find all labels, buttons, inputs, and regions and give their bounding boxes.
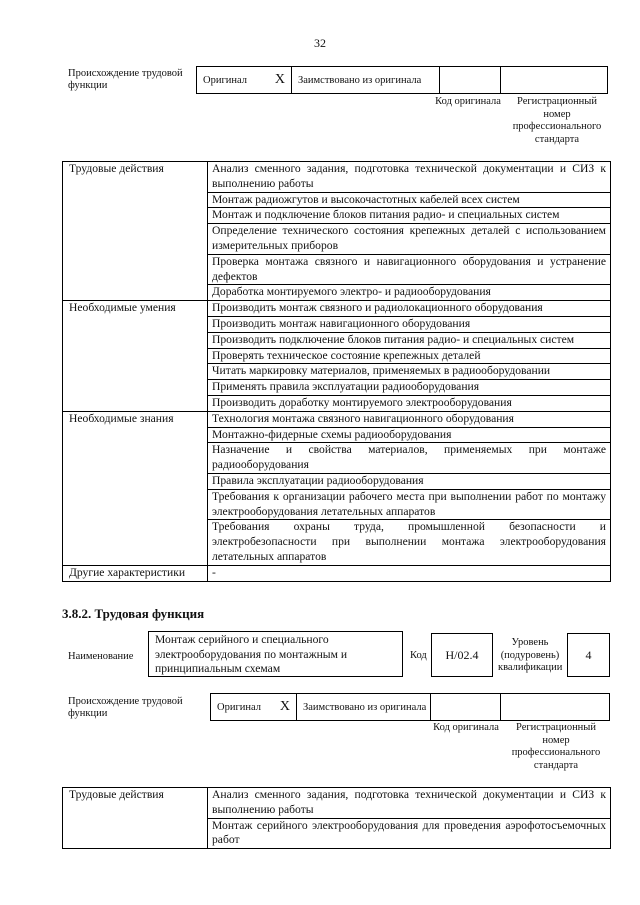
table-cell: Монтажно-фидерные схемы радиооборудования: [208, 427, 611, 443]
table-row: [63, 162, 611, 193]
table-cell: Монтаж серийного электрооборудования для проведения аэрофотосъемочных работ: [208, 818, 611, 849]
code-label: Код: [410, 650, 427, 661]
table-cell: Применять правила эксплуатации радиооборудования: [208, 380, 611, 396]
table-cell: Производить монтаж навигационного оборудования: [208, 316, 611, 332]
group-label: Необходимые умения: [63, 301, 208, 412]
table-cell: Требования к организации рабочего места при выполнении работ по монтажу электрооборудования летательных аппаратов: [208, 489, 611, 520]
original-code-cell: [440, 67, 501, 93]
reg-number-cell: [501, 67, 607, 93]
origin-label-2: Происхождение трудовой функции: [68, 696, 183, 719]
table-cell: Монтаж радиожгутов и высокочастотных кабелей всех систем: [208, 192, 611, 208]
group-label: Другие характеристики: [63, 565, 208, 581]
original-cell: [197, 67, 292, 93]
table-cell: Производить подключение блоков питания радио- и специальных систем: [208, 332, 611, 348]
level-label: Уровень (подуровень) квалификации: [498, 637, 563, 673]
table-cell: Доработка монтируемого электро- и радиооборудования: [208, 285, 611, 301]
table-cell: Требования охраны труда, промышленной безопасности и электробезопасности при выполнении монтажа электрооборудования летательных аппаратов: [208, 520, 611, 565]
origin-row: [196, 66, 608, 94]
name-label: Наименование: [68, 651, 134, 662]
table-cell: Назначение и свойства материалов, применяемых при монтаже радиооборудования: [208, 443, 611, 474]
table-row: [63, 565, 611, 581]
borrowed-cell: [292, 67, 440, 93]
code-caption-2: Код оригинала: [433, 722, 499, 733]
labor-function-table: [62, 161, 611, 582]
section-heading: 3.8.2. Трудовая функция: [62, 606, 205, 621]
reg-number-cell-2: [501, 694, 609, 720]
table-row: [63, 301, 611, 317]
group-label: Необходимые знания: [63, 411, 208, 565]
borrowed-cell-2: [297, 694, 431, 720]
table-cell: Читать маркировку материалов, применяемых в радиооборудовании: [208, 364, 611, 380]
original-label: Оригинал: [203, 74, 247, 86]
table-cell: -: [208, 565, 611, 581]
original-label-2: Оригинал: [217, 701, 261, 713]
labor-function-table-2: [62, 787, 611, 849]
original-code-cell-2: [431, 694, 501, 720]
original-cell-2: [211, 694, 297, 720]
function-code: Н/02.4: [431, 633, 493, 677]
table-cell: Определение технического состояния крепежных деталей с использованием измерительных приборов: [208, 224, 611, 255]
table-cell: Анализ сменного задания, подготовка технической документации и СИЗ к выполнению работы: [208, 788, 611, 819]
reg-caption: Регистрационный номер профессионального стандарта: [512, 96, 602, 145]
table-row: [63, 411, 611, 427]
level-value: 4: [567, 633, 610, 677]
table-cell: Проверка монтажа связного и навигационного оборудования и устранение дефектов: [208, 254, 611, 285]
origin-label: Происхождение трудовой функции: [68, 68, 183, 91]
table-cell: Проверять техническое состояние крепежных деталей: [208, 348, 611, 364]
table-cell: Анализ сменного задания, подготовка технической документации и СИЗ к выполнению работы: [208, 162, 611, 193]
origin-row-2: [210, 693, 610, 721]
reg-caption-2: Регистрационный номер профессионального стандарта: [511, 722, 601, 771]
original-mark: X: [274, 72, 285, 87]
function-name: Монтаж серийного и специального электрооборудования по монтажным и принципиальным схемам: [148, 631, 403, 677]
table-row: [63, 788, 611, 819]
group-label: Трудовые действия: [63, 788, 208, 849]
borrowed-label: Заимствовано из оригинала: [298, 74, 422, 86]
group-label: Трудовые действия: [63, 162, 208, 301]
table-cell: Монтаж и подключение блоков питания радио- и специальных систем: [208, 208, 611, 224]
borrowed-label-2: Заимствовано из оригинала: [303, 701, 427, 713]
table-cell: Технология монтажа связного навигационного оборудования: [208, 411, 611, 427]
table-cell: Правила эксплуатации радиооборудования: [208, 473, 611, 489]
table-cell: Производить монтаж связного и радиолокационного оборудования: [208, 301, 611, 317]
table-cell: Производить доработку монтируемого электрооборудования: [208, 395, 611, 411]
page-number: 32: [314, 36, 326, 50]
original-mark-2: X: [279, 699, 290, 714]
code-caption: Код оригинала: [435, 96, 501, 107]
